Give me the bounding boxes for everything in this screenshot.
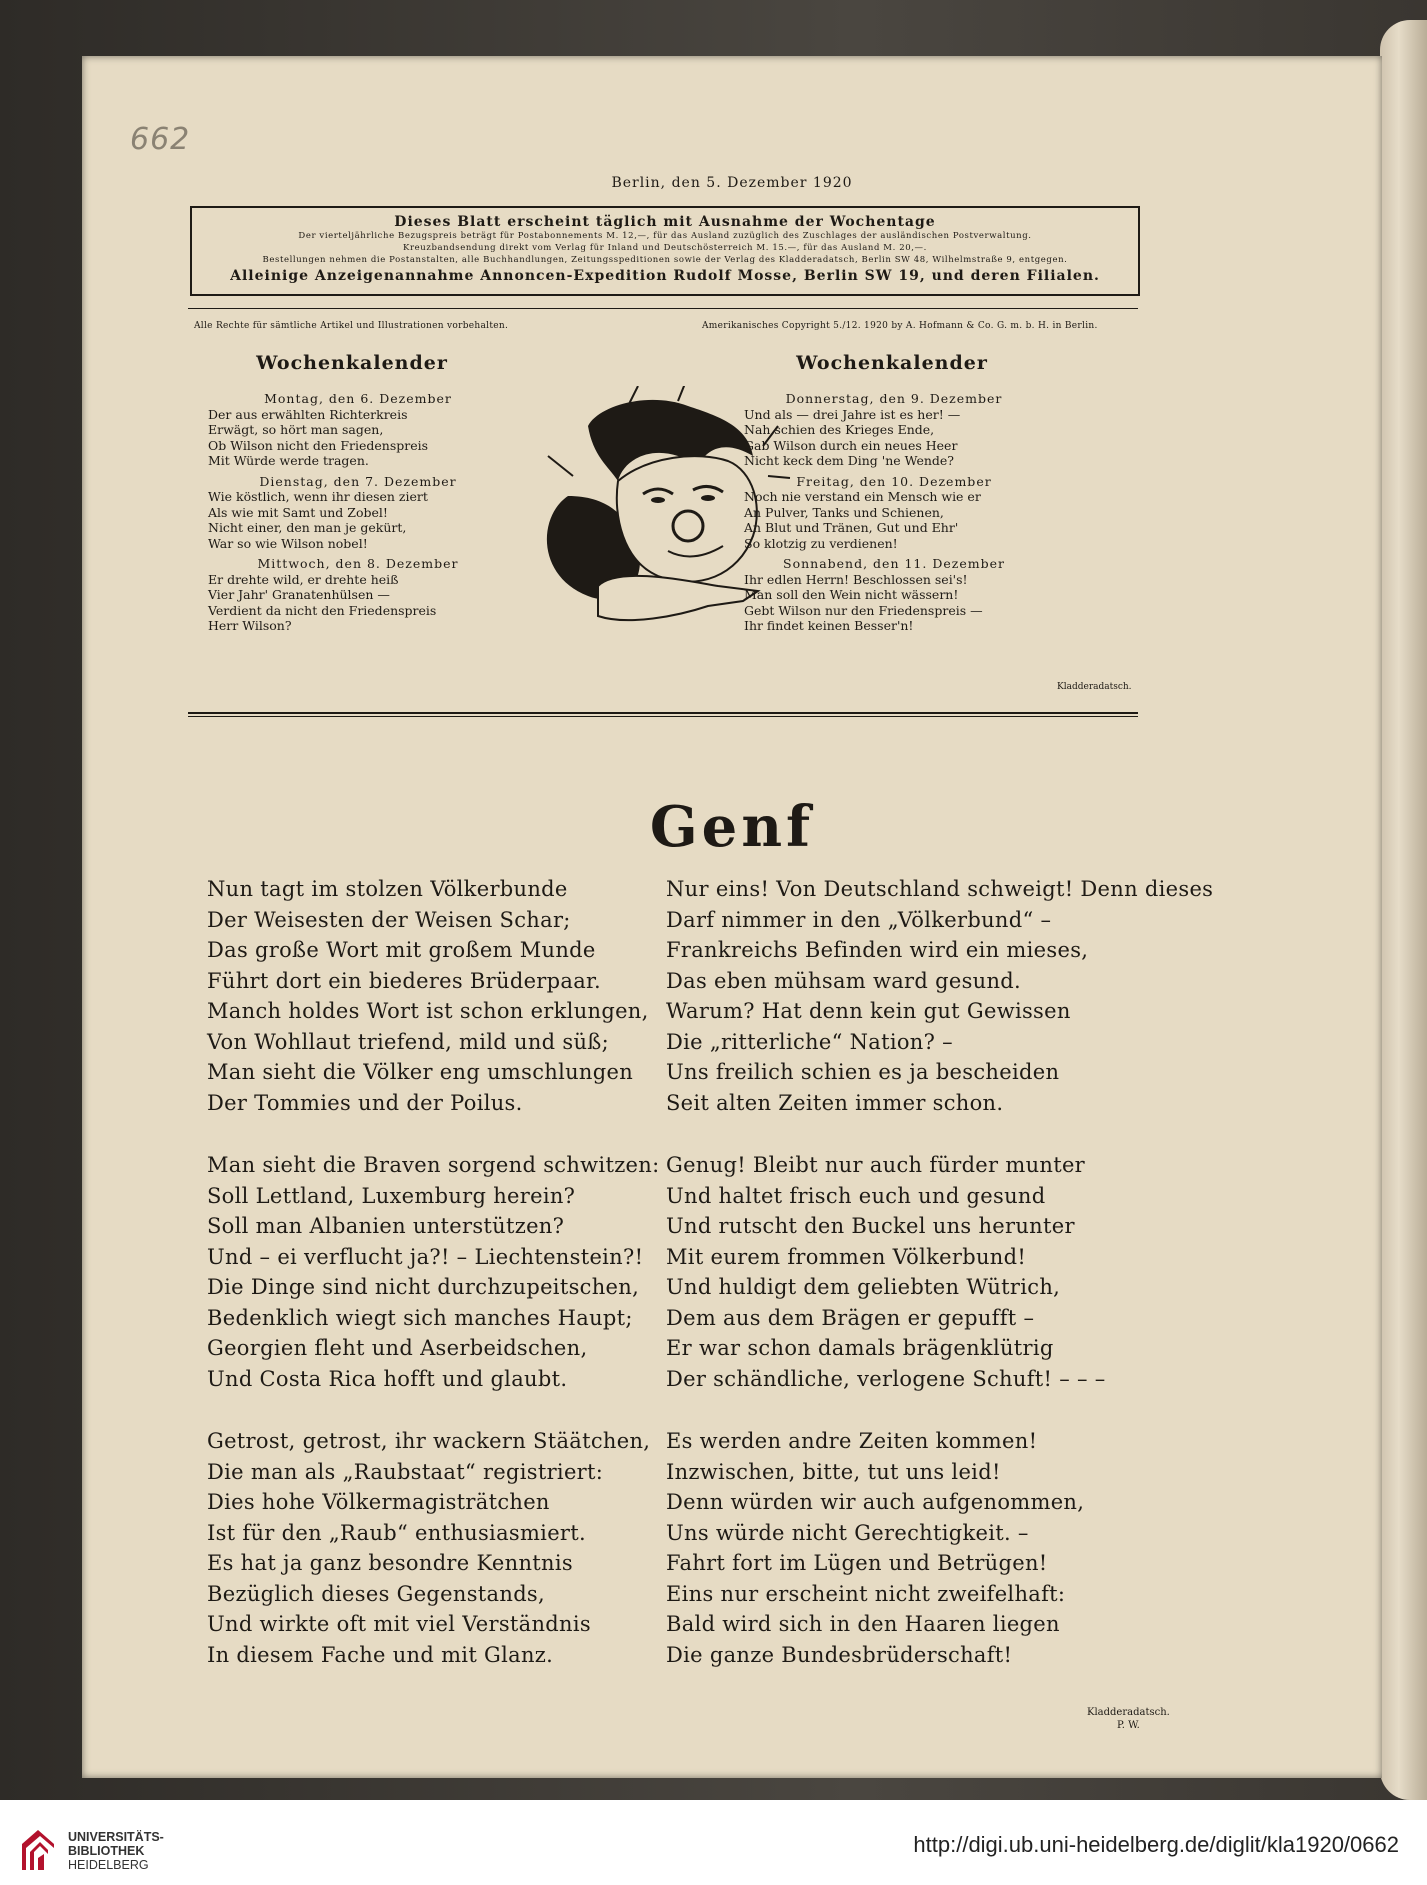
poem-line: Seit alten Zeiten immer schon.	[666, 1090, 1004, 1115]
stanza	[207, 1150, 659, 1394]
verse-line: Verdient da nicht den Friedenspreis	[208, 602, 437, 618]
verse-line: Herr Wilson?	[208, 618, 292, 633]
poem-line: Das große Wort mit großem Munde	[207, 938, 596, 962]
dateline: Berlin, den 5. Dezember 1920	[611, 175, 853, 191]
calendar-right-title: Wochenkalender	[796, 352, 988, 374]
source-url-link[interactable]: http://digi.ub.uni-heidelberg.de/diglit/kla1920/0662	[913, 1832, 1399, 1857]
poem-line: Denn würden wir auch aufgenommen,	[666, 1490, 1085, 1514]
poem-line: In diesem Fache und mit Glanz.	[207, 1642, 554, 1667]
poem-line: Die Dinge sind nicht durchzupeitschen,	[207, 1275, 640, 1299]
poem-line: Er war schon damals brägenklütrig	[666, 1336, 1054, 1360]
poem-line: Der schändliche, verlogene Schuft! – – –	[666, 1366, 1106, 1391]
stanza	[207, 874, 659, 1118]
poem-line: Frankreichs Befinden wird ein mieses,	[666, 938, 1089, 962]
verse-line: Noch nie verstand ein Mensch wie er	[744, 489, 981, 504]
poem-line: Bald wird sich in den Haaren liegen	[666, 1612, 1060, 1636]
poem-line: Manch holdes Wort ist schon erklungen,	[207, 999, 649, 1023]
notice-line-3: Kreuzbandsendung direkt vom Verlag für Inland und Deutschösterreich M. 15.—, für das Ausland M. 20,—.	[403, 243, 927, 253]
verse-line: Vier Jahr' Granatenhülsen —	[208, 587, 390, 602]
verse-line: Ihr findet keinen Besser'n!	[744, 618, 914, 633]
notice-line-4: Bestellungen nehmen die Postanstalten, alle Buchhandlungen, Zeitungsspeditionen sowie der Verlag des Kladderadatsch, Berlin SW 48, Wilhelmstraße 9, entgegen.	[262, 255, 1068, 265]
poem-line: Soll man Albanien unterstützen?	[207, 1214, 565, 1238]
poem-line: Georgien fleht und Aserbeidschen,	[207, 1336, 588, 1360]
library-footer	[0, 1800, 1427, 1885]
poem-line: Das eben mühsam ward gesund.	[666, 968, 1022, 993]
notice-line-2: Der vierteljährliche Bezugspreis beträgt für Postabonnements M. 12,—, für das Ausland zuzüglich des Zuschlages der ausländischen Postverwaltung.	[298, 231, 1032, 241]
verse-line: Ihr edlen Herrn! Beschlossen sei's!	[744, 571, 968, 587]
poem-line: Getrost, getrost, ihr wackern Stäätchen,	[207, 1429, 651, 1453]
verse-line: Ob Wilson nicht den Friedenspreis	[208, 437, 429, 453]
rights-notice: Alle Rechte für sämtliche Artikel und Illustrationen vorbehalten.	[194, 321, 509, 331]
verse-line: Gab Wilson durch ein neues Heer	[744, 437, 958, 453]
notice-line-5: Alleinige Anzeigenannahme Annoncen-Expedition Rudolf Mosse, Berlin SW 19, und deren Filialen.	[230, 268, 1100, 284]
notice-line-1: Dieses Blatt erscheint täglich mit Ausnahme der Wochentage	[394, 214, 936, 230]
book-edge	[1380, 20, 1427, 1800]
verse-line: Mit Würde werde tragen.	[208, 453, 369, 468]
calendar-signature: Kladderadatsch.	[1057, 682, 1132, 692]
poem-line: Uns würde nicht Gerechtigkeit. –	[666, 1520, 1029, 1545]
calendar-day: Donnerstag, den 9. Dezember	[785, 391, 1003, 406]
verse-line: Gebt Wilson nur den Friedenspreis —	[744, 602, 983, 618]
calendar-day: Sonnabend, den 11. Dezember	[783, 556, 1005, 571]
poem-title: Genf	[649, 794, 815, 860]
poem-line: Der Tommies und der Poilus.	[207, 1090, 523, 1115]
signature-publication: Kladderadatsch.	[1087, 1707, 1170, 1718]
poem-right-column	[666, 874, 1213, 1702]
calendar-right	[744, 386, 1044, 634]
poem-signature	[1087, 1706, 1170, 1732]
poem-line: Es hat ja ganz besondre Kenntnis	[207, 1551, 573, 1575]
poem-line: Soll Lettland, Luxemburg herein?	[207, 1183, 576, 1208]
poem-line: Und Costa Rica hofft und glaubt.	[207, 1366, 568, 1391]
verse-line: Nah schien des Krieges Ende,	[744, 422, 935, 437]
verse-line: Nicht keck dem Ding 'ne Wende?	[744, 453, 955, 468]
header-divider	[188, 308, 1138, 309]
poem-line: Nun tagt im stolzen Völkerbunde	[207, 877, 568, 901]
verse-line: Der aus erwählten Richterkreis	[208, 406, 408, 422]
poem-line: Genug! Bleibt nur auch fürder munter	[666, 1153, 1086, 1177]
poem-line: Warum? Hat denn kein gut Gewissen	[666, 999, 1071, 1023]
poem-line: Es werden andre Zeiten kommen!	[666, 1429, 1038, 1453]
stanza	[666, 1150, 1213, 1394]
poem-line: Eins nur erscheint nicht zweifelhaft:	[666, 1581, 1066, 1606]
signature-initials: P. W.	[1117, 1720, 1140, 1731]
poem-line: Nur eins! Von Deutschland schweigt! Denn dieses	[666, 877, 1214, 901]
stanza	[666, 874, 1213, 1118]
verse-line: Er drehte wild, er drehte heiß	[208, 571, 399, 587]
library-name-line-1: UNIVERSITÄTS-	[68, 1830, 164, 1844]
poem-line: Der Weisesten der Weisen Schar;	[207, 907, 571, 932]
poem-line: Führt dort ein biederes Brüderpaar.	[207, 968, 602, 993]
library-name	[68, 1830, 164, 1872]
stanza	[666, 1426, 1213, 1670]
section-divider-thin	[188, 716, 1138, 717]
poem-line: Mit eurem frommen Völkerbund!	[666, 1244, 1027, 1269]
calendar-day: Montag, den 6. Dezember	[264, 391, 452, 406]
calendar-left	[208, 386, 508, 634]
library-name-line-2: BIBLIOTHEK	[68, 1844, 145, 1858]
poem-line: Fahrt fort im Lügen und Betrügen!	[666, 1551, 1048, 1575]
poem-line: Dies hohe Völkermagisträtchen	[207, 1490, 550, 1514]
poem-line: Ist für den „Raub“ enthusiasmiert.	[207, 1520, 586, 1545]
poem-line: Man sieht die Braven sorgend schwitzen:	[207, 1153, 660, 1177]
calendar-day: Mittwoch, den 8. Dezember	[257, 556, 459, 571]
poem-left-column	[207, 874, 659, 1702]
newspaper-page	[82, 56, 1382, 1778]
subscription-notice	[190, 206, 1140, 296]
calendar-day: Dienstag, den 7. Dezember	[259, 473, 457, 489]
poem-line: Bedenklich wiegt sich manches Haupt;	[207, 1305, 633, 1330]
verse-line: Wie köstlich, wenn ihr diesen ziert	[208, 489, 428, 504]
poem-line: Die ganze Bundesbrüderschaft!	[666, 1642, 1013, 1667]
poem-line: Man sieht die Völker eng umschlungen	[207, 1060, 634, 1084]
verse-line: Als wie mit Samt und Zobel!	[208, 504, 388, 520]
poem-line: Die „ritterliche“ Nation? –	[666, 1029, 953, 1054]
poem-line: Und haltet frisch euch und gesund	[666, 1183, 1046, 1208]
poem-line: Dem aus dem Brägen er gepufft –	[666, 1305, 1035, 1330]
calendar-day: Freitag, den 10. Dezember	[796, 473, 992, 489]
calendar-left-title: Wochenkalender	[256, 352, 448, 374]
verse-line: Nicht einer, den man je gekürt,	[208, 520, 407, 535]
verse-line: An Blut und Tränen, Gut und Ehr'	[744, 520, 959, 535]
poem-line: Und wirkte oft mit viel Verständnis	[207, 1612, 591, 1636]
library-name-line-3: HEIDELBERG	[68, 1858, 149, 1872]
verse-line: Erwägt, so hört man sagen,	[208, 422, 384, 437]
poem-line: Von Wohllaut triefend, mild und süß;	[207, 1029, 609, 1054]
verse-line: So klotzig zu verdienen!	[744, 535, 898, 551]
poem-line: Darf nimmer in den „Völkerbund“ –	[666, 907, 1052, 932]
pencil-page-number: 662	[130, 122, 191, 157]
stanza	[207, 1426, 659, 1670]
poem-line: Uns freilich schien es ja bescheiden	[666, 1060, 1060, 1084]
poem-line: Und rutscht den Buckel uns herunter	[666, 1214, 1075, 1238]
poem-line: Die man als „Raubstaat“ registriert:	[207, 1459, 604, 1484]
verse-line: An Pulver, Tanks und Schienen,	[744, 504, 944, 520]
university-library-logo-icon	[18, 1826, 58, 1874]
poem-line: Und – ei verflucht ja?! – Liechtenstein?!	[207, 1244, 644, 1269]
verse-line: Man soll den Wein nicht wässern!	[744, 587, 959, 602]
poem-line: Und huldigt dem geliebten Wütrich,	[666, 1275, 1061, 1299]
copyright-notice: Amerikanisches Copyright 5./12. 1920 by A. Hofmann & Co. G. m. b. H. in Berlin.	[702, 321, 1098, 331]
poem-line: Bezüglich dieses Gegenstands,	[207, 1581, 545, 1606]
verse-line: Und als — drei Jahre ist es her! —	[744, 406, 961, 422]
verse-line: War so wie Wilson nobel!	[208, 535, 368, 551]
poem-line: Inzwischen, bitte, tut uns leid!	[666, 1459, 1001, 1484]
section-divider	[188, 712, 1138, 714]
